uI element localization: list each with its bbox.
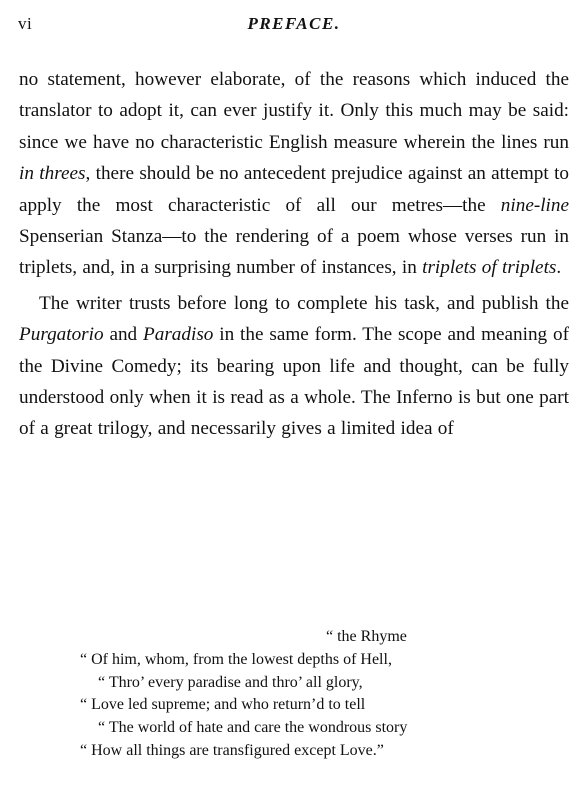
verse-line: “ Thro’ every paradise and thro’ all glory,	[98, 673, 363, 691]
text-run: in the same form. The scope and meaning of the Divine Comedy; its bearing upon life and thought, can be fully understood only when it is read as a whole. The Inferno is but one part of a great trilogy, and necessarily gives a limited idea of	[19, 324, 569, 440]
page-number: vi	[18, 14, 33, 33]
italic-text: triplets of triplets	[422, 257, 557, 279]
italic-text: nine-line	[500, 194, 569, 216]
verse-line: “ Of him, whom, from the lowest depths of Hell,	[80, 650, 392, 668]
text-run: The writer trusts before long to complete his task, and publish the	[39, 292, 569, 314]
verse-line: “ Love led supreme; and who return’d to tell	[80, 696, 366, 714]
text-run: , there should be no antecedent prejudice against an attempt to apply the most characteristic of all our metres—the	[19, 163, 569, 216]
verse-line: “ How all things are transfigured except Love.”	[80, 741, 384, 759]
text-run: Spenserian Stanza—to the rendering of a poem whose verses run in triplets, and, in a surprising number of instances, in	[19, 226, 569, 279]
paragraph-1	[19, 64, 569, 284]
verse-line: “ The world of hate and care the wondrous story	[98, 719, 408, 737]
italic-text: Paradiso	[143, 324, 214, 346]
page-title: PREFACE.	[247, 14, 341, 33]
text-run: and	[103, 324, 144, 346]
text-run: no statement, however elaborate, of the reasons which induced the translator to adopt it, can ever justify it. Only this much may be said: since we have no characteristic English measure wherein the lines run	[19, 69, 569, 153]
verse-quotation	[80, 626, 560, 763]
verse-line: “ the Rhyme	[326, 628, 407, 645]
italic-text: Purgatorio	[19, 324, 104, 346]
italic-text: in threes	[19, 163, 86, 185]
paragraph-2	[19, 288, 569, 445]
body-text	[19, 64, 569, 445]
text-run: .	[556, 257, 562, 279]
running-head	[18, 14, 570, 40]
